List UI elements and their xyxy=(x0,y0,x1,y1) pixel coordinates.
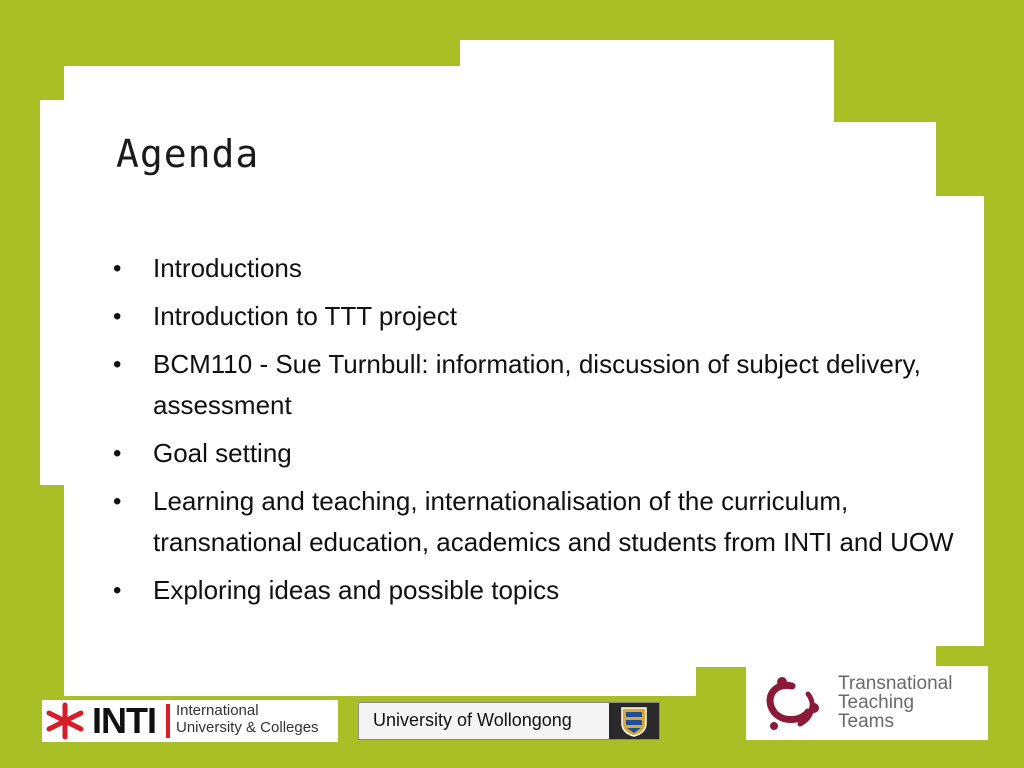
bullet-icon: • xyxy=(113,488,122,515)
agenda-list xyxy=(113,248,963,618)
inti-subtitle-line: International xyxy=(176,702,259,719)
agenda-item xyxy=(113,570,963,611)
inti-name: INTI xyxy=(92,700,156,741)
bullet-icon: • xyxy=(113,351,122,378)
inti-logo xyxy=(42,700,338,742)
agenda-item-text: Introduction to TTT project xyxy=(153,301,457,331)
ttt-name xyxy=(838,674,952,731)
bullet-icon: • xyxy=(113,303,122,330)
ttt-swirl-icon xyxy=(752,668,834,738)
agenda-item xyxy=(113,248,963,289)
bullet-icon: • xyxy=(113,577,122,604)
inti-divider xyxy=(166,704,170,738)
agenda-item-text: Goal setting xyxy=(153,438,292,468)
slide-title: Agenda xyxy=(116,132,260,176)
agenda-item xyxy=(113,433,963,474)
ttt-name-line: Transnational xyxy=(838,673,953,694)
content-panel-part xyxy=(460,40,834,100)
agenda-item xyxy=(113,296,963,337)
inti-subtitle-line: University & Colleges xyxy=(176,719,319,736)
agenda-item-text: Introductions xyxy=(153,253,302,283)
ttt-logo xyxy=(746,666,988,740)
inti-star-icon xyxy=(44,702,86,740)
agenda-item-text: Exploring ideas and possible topics xyxy=(153,575,560,605)
agenda-item xyxy=(113,481,963,563)
bullet-icon: • xyxy=(113,255,122,282)
content-panel-part xyxy=(64,640,696,696)
agenda-item-text: Learning and teaching, internationalisation of the curriculum, transnational education, academics and students from INTI and UOW xyxy=(153,486,954,557)
uow-name: University of Wollongong xyxy=(373,710,572,730)
bullet-icon: • xyxy=(113,440,122,467)
uow-logo xyxy=(358,702,660,740)
agenda-item-text: BCM110 - Sue Turnbull: information, discussion of subject delivery, assessment xyxy=(153,349,921,420)
uow-crest-icon xyxy=(609,703,659,739)
ttt-name-line: Teams xyxy=(838,711,894,732)
inti-subtitle xyxy=(176,702,319,736)
agenda-item xyxy=(113,344,963,426)
ttt-name-line: Teaching xyxy=(838,692,915,713)
